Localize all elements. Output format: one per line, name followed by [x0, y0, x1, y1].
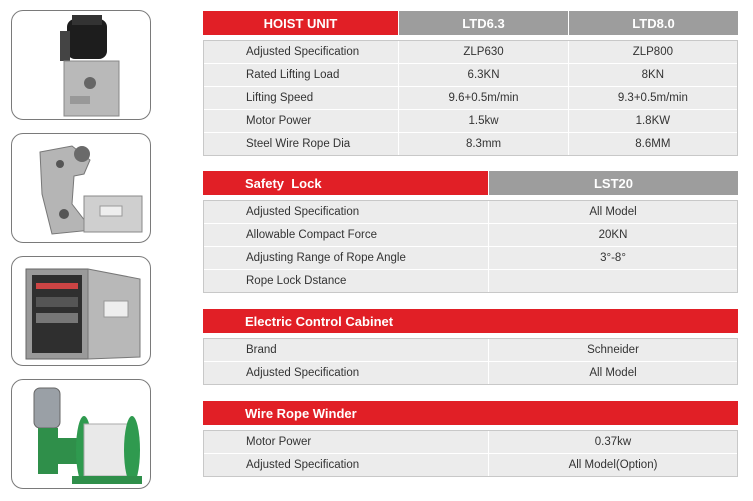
spec-label: Adjusted Specification — [246, 206, 360, 218]
table-row — [204, 110, 737, 132]
spec-label: Rated Lifting Load — [246, 69, 340, 81]
spec-label: Adjusted Specification — [246, 46, 360, 58]
spec-label: Motor Power — [246, 436, 312, 448]
spec-label: Rope Lock Dstance — [246, 275, 347, 287]
rope-winder-table — [203, 401, 738, 477]
spec-value-ltd63: 6.3KN — [398, 64, 567, 86]
safety-lock-icon — [12, 134, 151, 243]
spec-value-ltd80: ZLP800 — [568, 41, 737, 63]
spec-value-ltd80: 8.6MM — [568, 133, 737, 155]
table-row — [204, 224, 737, 246]
control-cabinet-table — [203, 309, 738, 385]
table-row — [204, 270, 737, 292]
spec-label: Steel Wire Rope Dia — [246, 138, 351, 150]
spec-value: All Model(Option) — [488, 454, 737, 476]
safety-lock-title: Safety Lock — [203, 171, 488, 195]
spec-value-ltd80: 1.8KW — [568, 110, 737, 132]
table-row — [204, 362, 737, 384]
table-row — [204, 41, 737, 63]
spec-label: Motor Power — [246, 115, 312, 127]
spec-label: Adjusted Specification — [246, 367, 360, 379]
rope-winder-icon — [12, 380, 151, 489]
spec-value-ltd80: 9.3+0.5m/min — [568, 87, 737, 109]
table-row — [204, 247, 737, 269]
hoist-col-ltd80: LTD8.0 — [568, 11, 738, 35]
table-row — [204, 201, 737, 223]
rope-winder-title: Wire Rope Winder — [203, 401, 738, 425]
spec-value: 3°-8° — [488, 247, 737, 269]
spec-value-ltd63: 9.6+0.5m/min — [398, 87, 567, 109]
spec-label: Adjusted Specification — [246, 459, 360, 471]
table-row — [204, 339, 737, 361]
spec-value: All Model — [488, 362, 737, 384]
rope-winder-image — [11, 379, 151, 489]
safety-lock-image — [11, 133, 151, 243]
spec-value-ltd63: 8.3mm — [398, 133, 567, 155]
hoist-motor-icon — [12, 11, 151, 120]
hoist-unit-table — [203, 11, 738, 156]
spec-value: Schneider — [488, 339, 737, 361]
spec-value: All Model — [488, 201, 737, 223]
spec-label: Allowable Compact Force — [246, 229, 378, 241]
safety-lock-table — [203, 171, 738, 293]
spec-label: Brand — [246, 344, 277, 356]
spec-value: 0.37kw — [488, 431, 737, 453]
hoist-unit-image — [11, 10, 151, 120]
table-row — [204, 133, 737, 155]
control-cabinet-image — [11, 256, 151, 366]
spec-label: Lifting Speed — [246, 92, 314, 104]
spec-value — [488, 270, 737, 292]
spec-label: Adjusting Range of Rope Angle — [246, 252, 406, 264]
table-row — [204, 87, 737, 109]
spec-value-ltd80: 8KN — [568, 64, 737, 86]
hoist-col-ltd63: LTD6.3 — [398, 11, 568, 35]
control-cabinet-title: Electric Control Cabinet — [203, 309, 738, 333]
control-cabinet-icon — [12, 257, 151, 366]
table-row — [204, 64, 737, 86]
hoist-unit-title: HOIST UNIT — [203, 11, 398, 35]
safety-lock-col-lst20: LST20 — [488, 171, 738, 195]
spec-value-ltd63: 1.5kw — [398, 110, 567, 132]
spec-value: 20KN — [488, 224, 737, 246]
spec-value-ltd63: ZLP630 — [398, 41, 567, 63]
table-row — [204, 454, 737, 476]
table-row — [204, 431, 737, 453]
